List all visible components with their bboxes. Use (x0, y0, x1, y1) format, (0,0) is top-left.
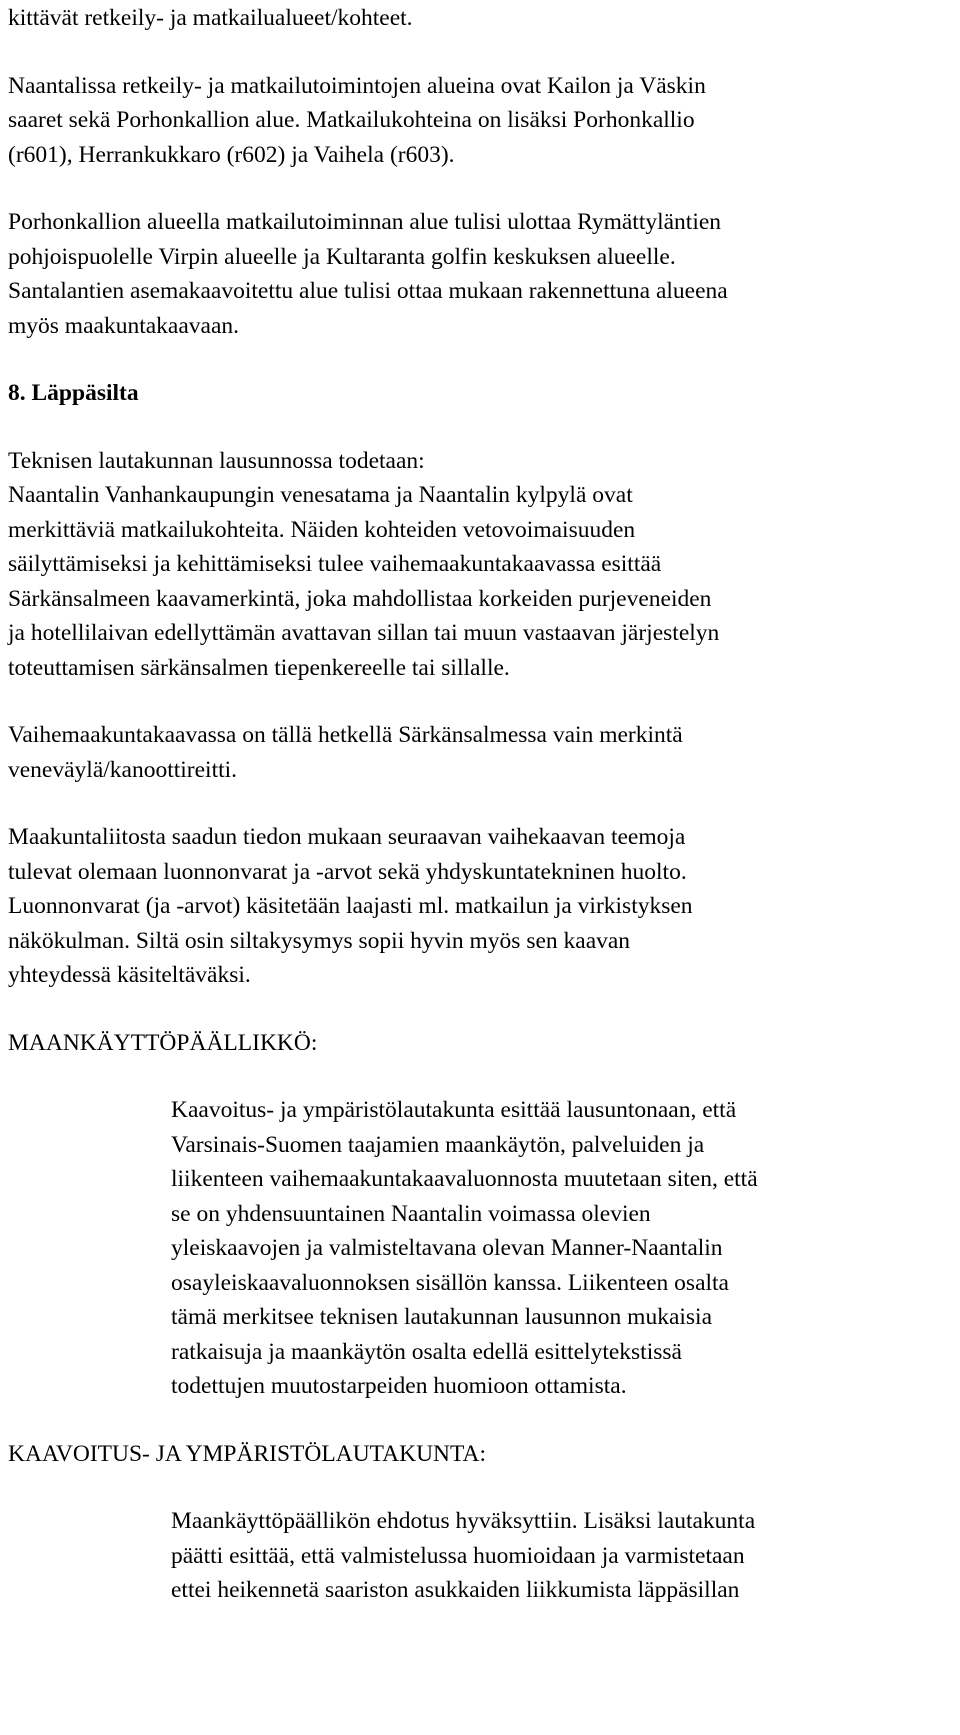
proposal-paragraph (171, 1093, 960, 1404)
text-line: pohjoispuolelle Virpin alueelle ja Kultaranta golfin keskuksen alueelle. (8, 243, 676, 270)
text-line: veneväylä/kanoottireitti. (8, 756, 238, 783)
paragraph-regional-council (8, 820, 960, 993)
text-line: Maakuntaliitosta saadun tiedon mukaan seuraavan vaihekaavan teemoja (8, 824, 686, 850)
text-line: se on yhdensuuntainen Naantalin voimassa olevien (171, 1200, 651, 1227)
speaker-label-land-use-manager: MAANKÄYTTÖPÄÄLLIKKÖ: (8, 1029, 318, 1056)
text-line: ettei heikennetä saariston asukkaiden liikkumista läppäsillan (171, 1577, 740, 1603)
paragraph-porhonkallio (8, 205, 960, 343)
text-line: Porhonkallion alueella matkailutoiminnan alue tulisi ulottaa Rymättyläntien (8, 209, 722, 235)
text-line: osayleiskaavaluonnoksen sisällön kanssa. Liikenteen osalta (171, 1269, 729, 1296)
text-line: Teknisen lautakunnan lausunnossa todetaan: (8, 447, 425, 474)
text-line: Vaihemaakuntakaavassa on tällä hetkellä Särkänsalmessa vain merkintä (8, 722, 683, 748)
text-line: Varsinais-Suomen taajamien maankäytön, palveluiden ja (171, 1131, 705, 1158)
paragraph-intro-fragment (8, 0, 960, 36)
text-line: Maankäyttöpäällikön ehdotus hyväksyttiin. Lisäksi lautakunta (171, 1508, 756, 1534)
text-line: myös maakuntakaavaan. (8, 312, 239, 339)
text-line: toteuttamisen särkänsalmen tiepenkereelle tai sillalle. (8, 654, 510, 681)
text-line: todettujen muutostarpeiden huomioon ottamista. (171, 1373, 627, 1399)
paragraph-technical-board (8, 444, 960, 686)
text-line: (r601), Herrankukkaro (r602) ja Vaihela (r603). (8, 141, 455, 168)
section-heading: 8. Läppäsilta (8, 380, 139, 406)
text-line: päätti esittää, että valmistelussa huomioidaan ja varmistetaan (171, 1542, 745, 1569)
text-line: kittävät retkeily- ja matkailualueet/kohteet. (8, 5, 413, 31)
paragraph-current-plan (8, 718, 960, 787)
text-line: yhteydessä käsiteltäväksi. (8, 962, 251, 988)
text-line: liikenteen vaihemaakuntakaavaluonnosta muutetaan siten, että (171, 1166, 758, 1192)
text-line: ratkaisuja ja maankäytön osalta edellä esittelytekstissä (171, 1338, 682, 1365)
text-line: saaret sekä Porhonkallion alue. Matkailukohteina on lisäksi Porhonkallio (8, 107, 695, 133)
text-line: merkittäviä matkailukohteita. Näiden kohteiden vetovoimaisuuden (8, 516, 636, 543)
speaker-label-board: KAAVOITUS- JA YMPÄRISTÖLAUTAKUNTA: (8, 1440, 486, 1467)
text-line: Santalantien asemakaavoitettu alue tulisi ottaa mukaan rakennettuna alueena (8, 278, 728, 304)
text-line: Särkänsalmeen kaavamerkintä, joka mahdollistaa korkeiden purjeveneiden (8, 585, 712, 612)
text-line: tulevat olemaan luonnonvarat ja -arvot sekä yhdyskuntatekninen huolto. (8, 858, 687, 885)
paragraph-naantali-areas (8, 69, 960, 173)
text-line: näkökulman. Siltä osin siltakysymys sopii hyvin myös sen kaavan (8, 927, 631, 954)
decision-paragraph (171, 1504, 960, 1608)
text-line: tämä merkitsee teknisen lautakunnan lausunnon mukaisia (171, 1304, 713, 1330)
text-line: ja hotellilaivan edellyttämän avattavan sillan tai muun vastaavan järjestelyn (8, 620, 720, 646)
text-line: Kaavoitus- ja ympäristölautakunta esittää lausuntonaan, että (171, 1097, 737, 1123)
text-line: Luonnonvarat (ja -arvot) käsitetään laajasti ml. matkailun ja virkistyksen (8, 893, 693, 919)
text-line: Naantalin Vanhankaupungin venesatama ja Naantalin kylpylä ovat (8, 482, 633, 508)
text-line: yleiskaavojen ja valmisteltavana olevan Manner-Naantalin (171, 1235, 723, 1261)
text-line: Naantalissa retkeily- ja matkailutoimintojen alueina ovat Kailon ja Väskin (8, 72, 706, 99)
text-line: säilyttämiseksi ja kehittämiseksi tulee vaihemaakuntakaavassa esittää (8, 551, 662, 577)
document-page (8, 0, 960, 1608)
